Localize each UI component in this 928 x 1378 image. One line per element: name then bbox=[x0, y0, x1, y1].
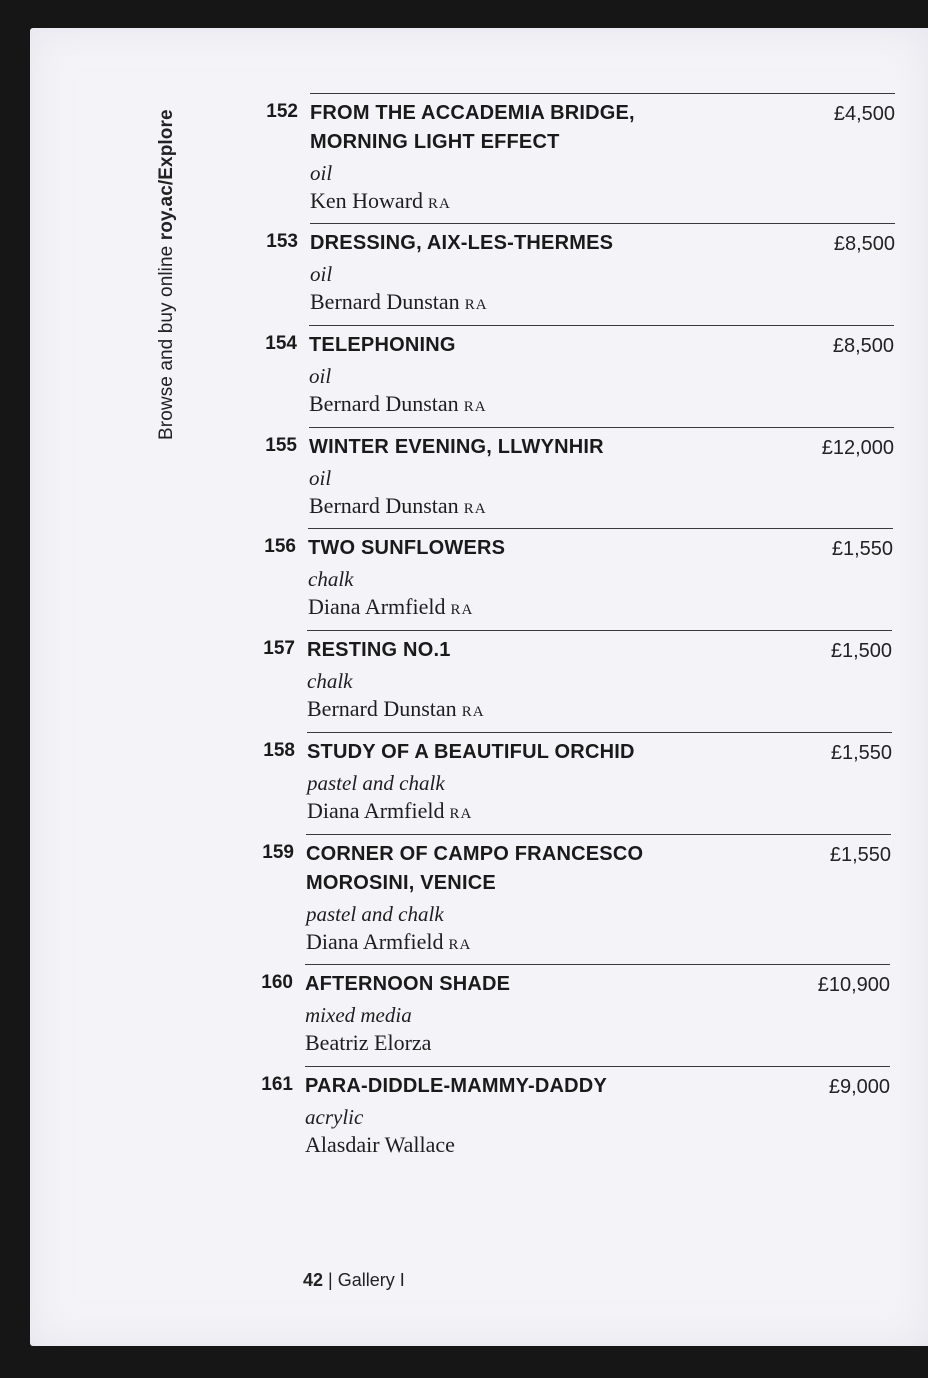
entry-artist bbox=[308, 594, 473, 620]
entry-title: PARA-DIDDLE-MAMMY-DADDY bbox=[305, 1075, 607, 1097]
entry-medium: acrylic bbox=[305, 1105, 364, 1129]
entry-price: £9,000 bbox=[828, 1076, 890, 1098]
entry-medium: oil bbox=[309, 364, 332, 388]
entry-medium: chalk bbox=[308, 567, 354, 591]
entry-price: £1,550 bbox=[831, 538, 893, 560]
artist-honour: RA bbox=[450, 602, 474, 618]
entry-price: £8,500 bbox=[832, 335, 894, 357]
entry-artist bbox=[310, 188, 451, 214]
entry-medium: oil bbox=[310, 161, 333, 185]
footer-section: Gallery I bbox=[337, 1270, 405, 1290]
artist-name: Bernard Dunstan bbox=[309, 391, 459, 416]
browse-online-note bbox=[156, 109, 178, 440]
entry-artist bbox=[310, 289, 488, 315]
artist-name: Bernard Dunstan bbox=[310, 289, 460, 314]
artist-honour: RA bbox=[461, 704, 485, 720]
entry-divider bbox=[305, 1066, 890, 1067]
entry-medium: pastel and chalk bbox=[306, 902, 444, 926]
entry-number: 161 bbox=[261, 1074, 293, 1095]
entry-divider bbox=[308, 528, 893, 529]
entry-divider bbox=[307, 732, 892, 733]
entry-artist bbox=[307, 696, 485, 722]
entry-title: TWO SUNFLOWERS bbox=[308, 537, 506, 559]
artist-honour: RA bbox=[449, 806, 473, 822]
explore-link[interactable]: roy.ac/Explore bbox=[156, 109, 177, 241]
artist-name: Diana Armfield bbox=[308, 594, 446, 619]
entry-number: 157 bbox=[263, 638, 295, 659]
artist-honour: RA bbox=[428, 196, 451, 212]
entry-divider bbox=[306, 834, 891, 835]
artist-name: Diana Armfield bbox=[307, 798, 445, 823]
entry-title: CORNER OF CAMPO FRANCESCO bbox=[306, 843, 644, 865]
entry-price: £4,500 bbox=[833, 103, 895, 125]
entry-price: £1,550 bbox=[829, 844, 891, 866]
entry-number: 155 bbox=[265, 435, 297, 456]
entry-divider bbox=[309, 427, 894, 428]
entry-divider bbox=[309, 325, 894, 326]
artist-honour: RA bbox=[463, 399, 487, 415]
entry-title: MORNING LIGHT EFFECT bbox=[310, 131, 560, 153]
artist-honour: RA bbox=[448, 937, 472, 953]
entry-artist bbox=[306, 929, 471, 955]
artist-name: Ken Howard bbox=[310, 188, 424, 213]
page-footer bbox=[303, 1270, 405, 1291]
entry-artist bbox=[305, 1030, 431, 1056]
entry-artist bbox=[309, 391, 487, 417]
artist-name: Beatriz Elorza bbox=[305, 1030, 432, 1055]
entry-artist bbox=[305, 1132, 455, 1158]
entry-medium: oil bbox=[309, 466, 332, 490]
entry-price: £10,900 bbox=[817, 974, 890, 996]
browse-online-prefix: Browse and buy online bbox=[156, 240, 177, 440]
entry-number: 152 bbox=[266, 101, 298, 122]
artist-honour: RA bbox=[464, 297, 488, 313]
artist-name: Bernard Dunstan bbox=[307, 696, 457, 721]
entry-price: £12,000 bbox=[821, 437, 894, 459]
entry-number: 154 bbox=[265, 333, 297, 354]
entry-artist bbox=[307, 798, 472, 824]
entry-price: £8,500 bbox=[833, 233, 895, 255]
entry-title: AFTERNOON SHADE bbox=[305, 973, 511, 995]
entry-artist bbox=[309, 493, 487, 519]
entry-medium: oil bbox=[310, 262, 333, 286]
artist-name: Diana Armfield bbox=[306, 929, 444, 954]
entry-number: 153 bbox=[266, 231, 298, 252]
footer-separator: | bbox=[328, 1270, 333, 1290]
entry-title: FROM THE ACCADEMIA BRIDGE, bbox=[310, 102, 635, 124]
artist-name: Alasdair Wallace bbox=[305, 1132, 455, 1157]
entry-price: £1,500 bbox=[830, 640, 892, 662]
entry-number: 159 bbox=[262, 842, 294, 863]
entry-title: TELEPHONING bbox=[309, 334, 456, 356]
entry-title: DRESSING, AIX-LES-THERMES bbox=[310, 232, 614, 254]
entry-number: 160 bbox=[261, 972, 293, 993]
entry-number: 156 bbox=[264, 536, 296, 557]
entry-title: WINTER EVENING, LLWYNHIR bbox=[309, 436, 604, 458]
entry-medium: mixed media bbox=[305, 1003, 412, 1027]
entry-number: 158 bbox=[263, 740, 295, 761]
entry-divider bbox=[307, 630, 892, 631]
entry-divider bbox=[305, 964, 890, 965]
entry-price: £1,550 bbox=[830, 742, 892, 764]
entry-medium: pastel and chalk bbox=[307, 771, 445, 795]
entry-divider bbox=[310, 93, 895, 94]
entry-medium: chalk bbox=[307, 669, 353, 693]
artist-honour: RA bbox=[463, 501, 487, 517]
artist-name: Bernard Dunstan bbox=[309, 493, 459, 518]
entry-title: RESTING NO.1 bbox=[307, 639, 451, 661]
entry-title: STUDY OF A BEAUTIFUL ORCHID bbox=[307, 741, 635, 763]
page-number: 42 bbox=[303, 1270, 324, 1290]
entry-title: MOROSINI, VENICE bbox=[306, 872, 496, 894]
entry-divider bbox=[310, 223, 895, 224]
